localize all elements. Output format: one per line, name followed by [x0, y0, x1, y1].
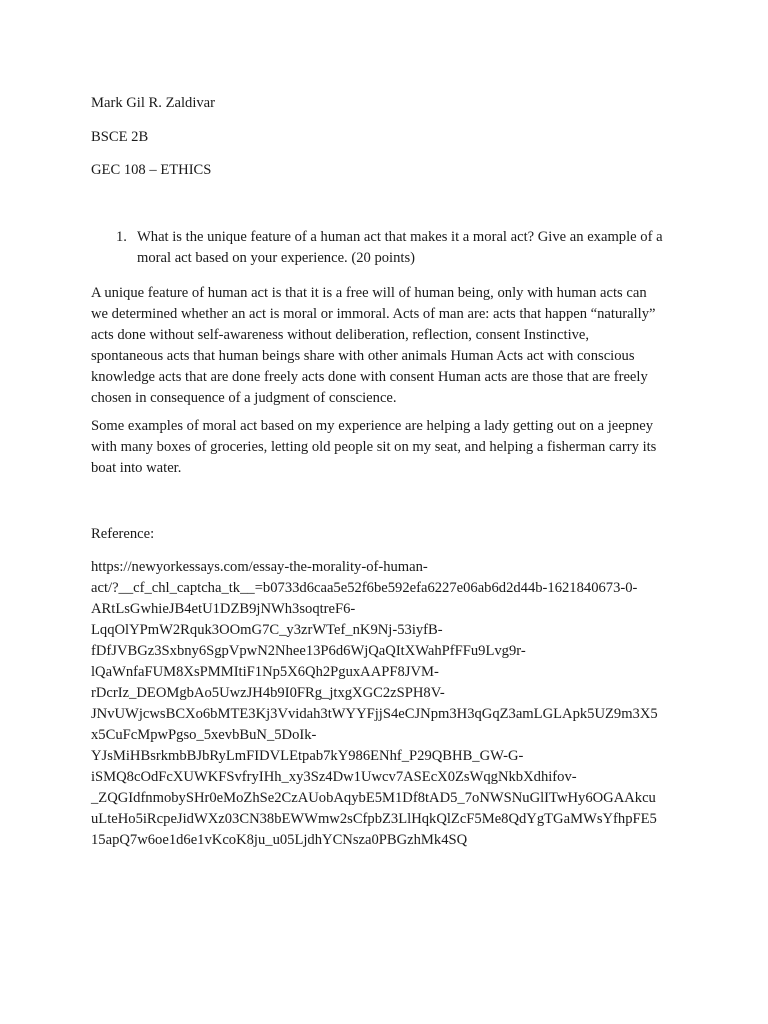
reference-url [91, 557, 691, 851]
paragraph-line: A unique feature of human act is that it is a free will of human being, only with human acts can [91, 285, 647, 301]
course-title: GEC 108 – ETHICS [91, 162, 212, 178]
class-section: BSCE 2B [91, 129, 149, 145]
url-line: lQaWnfaFUM8XsPMMItiF1Np5X6Qh2PguxAAPF8JVM- [91, 664, 439, 680]
url-line: JNvUWjcwsBCXo6bMTE3Kj3Vvidah3tWYYFjjS4eCJNpm3H3qGqZ3amLGLApk5UZ9m3X5 [91, 706, 658, 722]
url-line: iSMQ8cOdFcXUWKFSvfryIHh_xy3Sz4Dw1Uwcv7ASEcX0ZsWqgNkbXdhifov- [91, 769, 577, 785]
question-number: 1. [116, 229, 127, 245]
paragraph-line: Some examples of moral act based on my experience are helping a lady getting out on a jeepney [91, 418, 654, 434]
url-line: rDcrIz_DEOMgbAo5UwzJH4b9I0FRg_jtxgXGC2zSPH8V- [91, 685, 445, 701]
reference-label: Reference: [91, 526, 155, 542]
url-line: https://newyorkessays.com/essay-the-morality-of-human- [91, 559, 428, 575]
url-line: uLteHo5iRcpeJidWXz03CN38bEWWmw2sCfpbZ3LlHqkQlZcF5Me8QdYgTGaMWsYfhpFE5 [91, 811, 657, 827]
url-line: act/?__cf_chl_captcha_tk__=b0733d6caa5e52f6be592efa6227e06ab6d2d44b-1621840673-0- [91, 580, 638, 596]
url-line: x5CuFcMpwPgso_5xevbBuN_5DoIk- [91, 727, 317, 743]
url-line: _ZQGIdfnmobySHr0eMoZhSe2CzAUobAqybE5M1Df8tAD5_7oNWSNuGlITwHy6OGAAkcu [91, 790, 656, 806]
question-text: What is the unique feature of a human act that makes it a moral act? Give an example of a moral act based on your experience. (20 points) [137, 229, 663, 266]
url-line: 15apQ7w6oe1d6e1vKcoK8ju_u05LjdhYCNsza0PBGzhMk4SQ [91, 832, 468, 848]
url-line: fDfJVBGz3Sxbny6SgpVpwN2Nhee13P6d6WjQaQItXWahPfFFu9Lvg9r- [91, 643, 526, 659]
paragraph-line: with many boxes of groceries, letting old people sit on my seat, and helping a fisherman carry its [91, 439, 657, 455]
answer-paragraph-1 [91, 283, 691, 409]
paragraph-line: spontaneous acts that human beings share with other animals Human Acts act with conscious [91, 348, 635, 364]
url-line: YJsMiHBsrkmbBJbRyLmFIDVLEtpab7kY986ENhf_P29QBHB_GW-G- [91, 748, 524, 764]
paragraph-line: acts done without self-awareness without deliberation, reflection, consent Instinctive, [91, 327, 590, 343]
url-line: ARtLsGwhieJB4etU1DZB9jNWh3soqtreF6- [91, 601, 356, 617]
paragraph-line: we determined whether an act is moral or immoral. Acts of man are: acts that happen “naturally” [91, 306, 656, 322]
paragraph-line: knowledge acts that are done freely acts done with consent Human acts are those that are freely [91, 369, 648, 385]
author-name: Mark Gil R. Zaldivar [91, 95, 216, 111]
paragraph-line: boat into water. [91, 460, 182, 476]
answer-paragraph-2 [91, 416, 691, 479]
paragraph-line: chosen in consequence of a judgment of conscience. [91, 390, 397, 406]
url-line: LqqOlYPmW2Rquk3OOmG7C_y3zrWTef_nK9Nj-53iyfB- [91, 622, 443, 638]
